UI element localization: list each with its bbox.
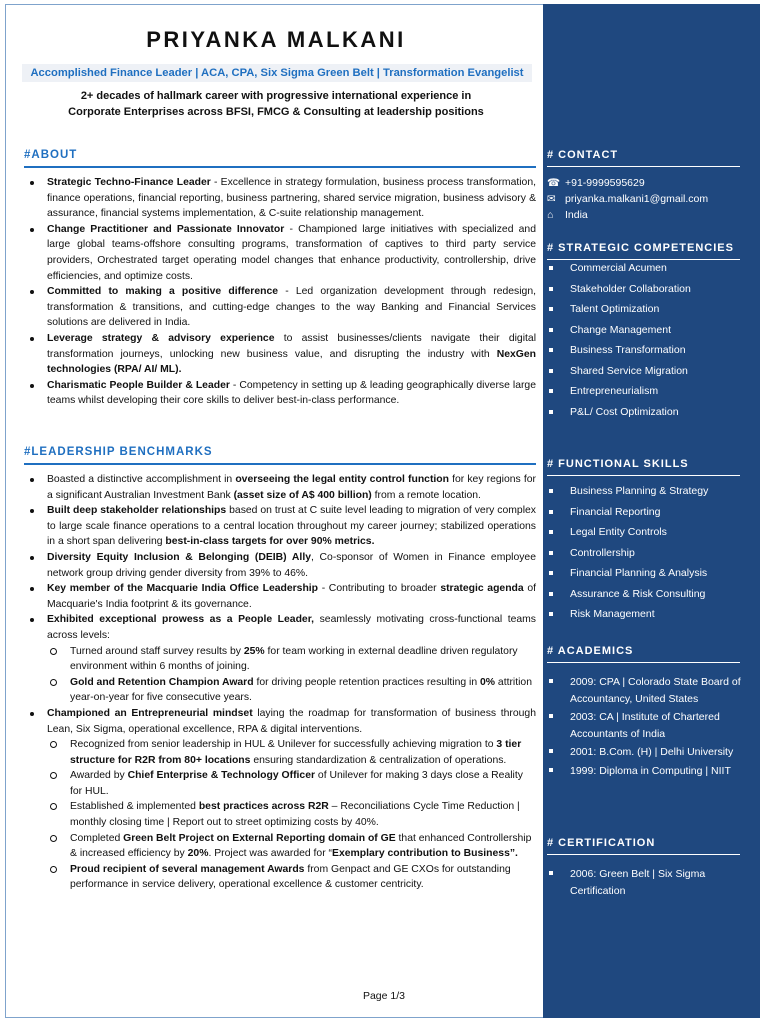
location-text: India bbox=[565, 209, 588, 221]
bold-run: 20% bbox=[187, 848, 209, 860]
list-item bbox=[24, 222, 536, 284]
bold-run: best-in-class targets for over 90% metrics. bbox=[165, 536, 375, 548]
list-item bbox=[24, 706, 536, 893]
list-item: 2006: Green Belt | Six Sigma Certification bbox=[547, 866, 747, 899]
list-item: Controllership bbox=[547, 546, 747, 567]
sub-list-item bbox=[47, 644, 536, 675]
list-item bbox=[24, 331, 536, 378]
item-lead: Committed to making a positive difference bbox=[47, 286, 279, 298]
list-item: Business Transformation bbox=[547, 343, 747, 364]
sub-list-item bbox=[47, 799, 536, 830]
location-icon: ⌂ bbox=[547, 209, 554, 221]
bold-run: Exemplary contribution to Business”. bbox=[332, 848, 518, 860]
text-run: of Macquarie's India footprint & its governance. bbox=[47, 583, 536, 610]
list-item bbox=[24, 284, 536, 331]
email-icon: ✉ bbox=[547, 193, 556, 205]
career-summary: 2+ decades of hallmark career with progressive international experience in Corporate Enterprises across BFSI, FMCG & Consulting at leadership positions bbox=[68, 90, 484, 118]
bold-run: overseeing the legal entity control function bbox=[235, 474, 449, 485]
candidate-name: PRIYANKA MALKANI bbox=[146, 27, 406, 52]
bold-run: Green Belt Project on External Reporting domain of GE bbox=[123, 832, 396, 844]
item-lead: Charismatic People Builder & Leader bbox=[47, 379, 230, 391]
item-text: to assist businesses/clients navigate their digital transformation journeys, unlocking new business value, and disrupting the industry with bbox=[47, 332, 536, 360]
item-text: - Championed large initiatives with specialized and large global teams-offshore consulting programs, transformation of captives to third party service providers, Orchestrated target operating model changes that enhance productivity, controllership, drive efficiencies, and optimize costs. bbox=[47, 223, 536, 282]
contact-phone bbox=[547, 177, 645, 189]
bold-run: best practices across R2R bbox=[198, 801, 329, 813]
list-item: Entrepreneurialism bbox=[547, 384, 747, 405]
list-item bbox=[24, 612, 536, 706]
item-text: - Led organization development through redesign, transformation & transitions, and cutting-edge changes to the way Banking and Financial Services solutions are delivered in India. bbox=[47, 286, 536, 329]
bold-run: Built deep stakeholder relationships bbox=[47, 505, 227, 517]
leadership-rule bbox=[24, 463, 536, 465]
list-item bbox=[24, 175, 536, 222]
text-run: . Project was awarded for “ bbox=[208, 848, 333, 860]
about-heading: #ABOUT bbox=[24, 149, 78, 161]
bold-run: Key member of the Macquarie India Office Leadership bbox=[47, 583, 319, 595]
bold-run: 0% bbox=[480, 676, 496, 688]
text-run: Recognized from senior leadership in HUL & Unilever for successfully achieving migration to bbox=[70, 739, 497, 751]
contact-location bbox=[547, 209, 588, 221]
item-tail: NexGen technologies (RPA/ AI/ ML). bbox=[47, 348, 536, 376]
text-run: Boasted a distinctive accomplishment in bbox=[47, 474, 236, 485]
list-item: Change Management bbox=[547, 323, 747, 344]
list-item: Stakeholder Collaboration bbox=[547, 282, 747, 303]
sub-list bbox=[47, 644, 536, 706]
list-item: 2009: CPA | Colorado State Board of Accountancy, United States bbox=[547, 674, 747, 707]
list-item: Business Planning & Strategy bbox=[547, 484, 747, 505]
bold-run: Chief Enterprise & Technology Officer bbox=[127, 770, 316, 782]
contact-rule bbox=[547, 166, 740, 167]
item-lead: Leverage strategy & advisory experience bbox=[47, 332, 275, 344]
sub-list-item bbox=[47, 675, 536, 706]
list-item: 1999: Diploma in Computing | NIIT bbox=[547, 763, 747, 780]
certification-list bbox=[547, 866, 747, 901]
text-run: seamlessly motivating cross-functional teams across levels: bbox=[47, 614, 537, 641]
text-run: from Genpact and GE CXOs for outstanding performance in service delivery, operational excellence & customer centricity. bbox=[70, 863, 511, 891]
list-item: Legal Entity Controls bbox=[547, 525, 747, 546]
list-item: Shared Service Migration bbox=[547, 364, 747, 385]
text-run: of Unilever for making 3 days close a Reality for HUL. bbox=[70, 770, 523, 797]
item-lead: Change Practitioner and Passionate Innovator bbox=[47, 223, 285, 235]
certification-rule bbox=[547, 854, 740, 855]
item-text: - Competency in setting up & leading geographically diverse large teams whilst developing their core skills to deliver best-in-class performance. bbox=[47, 379, 536, 407]
text-run: attrition year-on-year for five consecutive years. bbox=[70, 676, 532, 704]
list-item: 2001: B.Com. (H) | Delhi University bbox=[547, 744, 747, 761]
bold-run: 25% bbox=[243, 645, 265, 657]
bold-run: Gold and Retention Champion Award bbox=[70, 676, 254, 688]
sub-list-item bbox=[47, 862, 536, 893]
competencies-rule bbox=[547, 259, 740, 260]
tagline: Accomplished Finance Leader | ACA, CPA, Six Sigma Green Belt | Transformation Evangelist bbox=[22, 64, 532, 82]
list-item: Assurance & Risk Consulting bbox=[547, 587, 747, 608]
text-run: Turned around staff survey results by bbox=[70, 645, 244, 657]
certification-heading: # CERTIFICATION bbox=[547, 837, 656, 849]
competencies-list bbox=[547, 261, 747, 425]
list-item: Risk Management bbox=[547, 607, 747, 628]
competencies-heading: # STRATEGIC COMPETENCIES bbox=[547, 242, 734, 254]
text-run: based on trust at C suite level leading to migration of very complex to large scale finance operations to a central location throughout my career journey; stabilized operations in a short span delivering bbox=[47, 505, 536, 548]
academics-list bbox=[547, 674, 747, 781]
functional-rule bbox=[547, 475, 740, 476]
list-item bbox=[24, 581, 536, 612]
phone-text: +91-9999595629 bbox=[565, 177, 645, 189]
bold-run: (asset size of A$ 400 billion) bbox=[233, 489, 372, 501]
list-item bbox=[24, 378, 536, 409]
text-run: - Contributing to broader bbox=[318, 583, 441, 595]
contact-heading: # CONTACT bbox=[547, 149, 619, 161]
about-rule bbox=[24, 166, 536, 168]
leadership-list bbox=[24, 472, 536, 893]
text-run: that enhanced Controllership & increased efficiency by bbox=[70, 832, 532, 860]
sidebar bbox=[543, 4, 760, 1018]
list-item: Talent Optimization bbox=[547, 302, 747, 323]
list-item: P&L/ Cost Optimization bbox=[547, 405, 747, 426]
page-number: Page 1/3 bbox=[362, 990, 406, 1002]
about-list bbox=[24, 175, 536, 409]
phone-icon: ☎ bbox=[547, 177, 561, 189]
text-run: for team working in external deadline driven regulatory environment within 6 months of joining. bbox=[70, 645, 518, 673]
academics-rule bbox=[547, 662, 740, 663]
bold-run: Diversity Equity Inclusion & Belonging (DEIB) Ally bbox=[47, 551, 311, 563]
bold-run: Proud recipient of several management Awards bbox=[70, 863, 305, 875]
item-text: - Excellence in strategy formulation, business process transformation, finance operations, financial reporting, business partnering, shared service migration, business advisory & assurance, financial systems implementation, & C-suite relationship management. bbox=[47, 177, 536, 220]
list-item: Commercial Acumen bbox=[547, 261, 747, 282]
sub-list-item bbox=[47, 831, 536, 862]
email-text[interactable]: priyanka.malkani1@gmail.com bbox=[565, 193, 709, 205]
text-run: Established & implemented bbox=[70, 801, 199, 813]
text-run: Awarded by bbox=[70, 770, 128, 782]
sub-list-item bbox=[47, 768, 536, 799]
list-item: 2003: CA | Institute of Chartered Accountants of India bbox=[547, 709, 747, 742]
text-run: from a remote location. bbox=[371, 489, 481, 501]
functional-heading: # FUNCTIONAL SKILLS bbox=[547, 458, 689, 470]
text-run: for key regions for a significant Australian Investment Bank bbox=[47, 474, 536, 501]
bold-run: 3 tier structure for R2R from 80+ locations bbox=[70, 739, 522, 766]
main-column bbox=[16, 0, 536, 1024]
text-run: – Reconciliations Cycle Time Reduction | monthly closing time | Report out to street optimizing costs by 40%. bbox=[70, 801, 520, 829]
sub-list-item bbox=[47, 737, 536, 768]
list-item: Financial Planning & Analysis bbox=[547, 566, 747, 587]
text-run: Completed bbox=[70, 832, 124, 844]
list-item bbox=[24, 550, 536, 581]
text-run: laying the roadmap for transformation of business through Lean, Six Sigma, operational excellence, RPA & digital interventions. bbox=[47, 707, 536, 735]
list-item bbox=[24, 472, 536, 503]
item-lead: Strategic Techno-Finance Leader bbox=[47, 177, 211, 188]
academics-heading: # ACADEMICS bbox=[547, 645, 634, 657]
text-run: , Co-sponsor of Women in Finance employee network group driving gender diversity from 39% to 46%. bbox=[47, 551, 536, 579]
text-run: ensuring standardization & centralization of operations. bbox=[250, 754, 507, 766]
contact-email bbox=[547, 193, 708, 205]
list-item: Financial Reporting bbox=[547, 505, 747, 526]
bold-run: strategic agenda bbox=[440, 583, 524, 595]
bold-run: Championed an Entrepreneurial mindset bbox=[47, 707, 253, 719]
sub-list bbox=[47, 737, 536, 893]
text-run: for driving people retention practices resulting in bbox=[253, 676, 480, 688]
leadership-heading: #LEADERSHIP BENCHMARKS bbox=[24, 446, 213, 458]
functional-list bbox=[547, 484, 747, 628]
list-item bbox=[24, 503, 536, 550]
bold-run: Exhibited exceptional prowess as a People Leader, bbox=[47, 614, 315, 626]
